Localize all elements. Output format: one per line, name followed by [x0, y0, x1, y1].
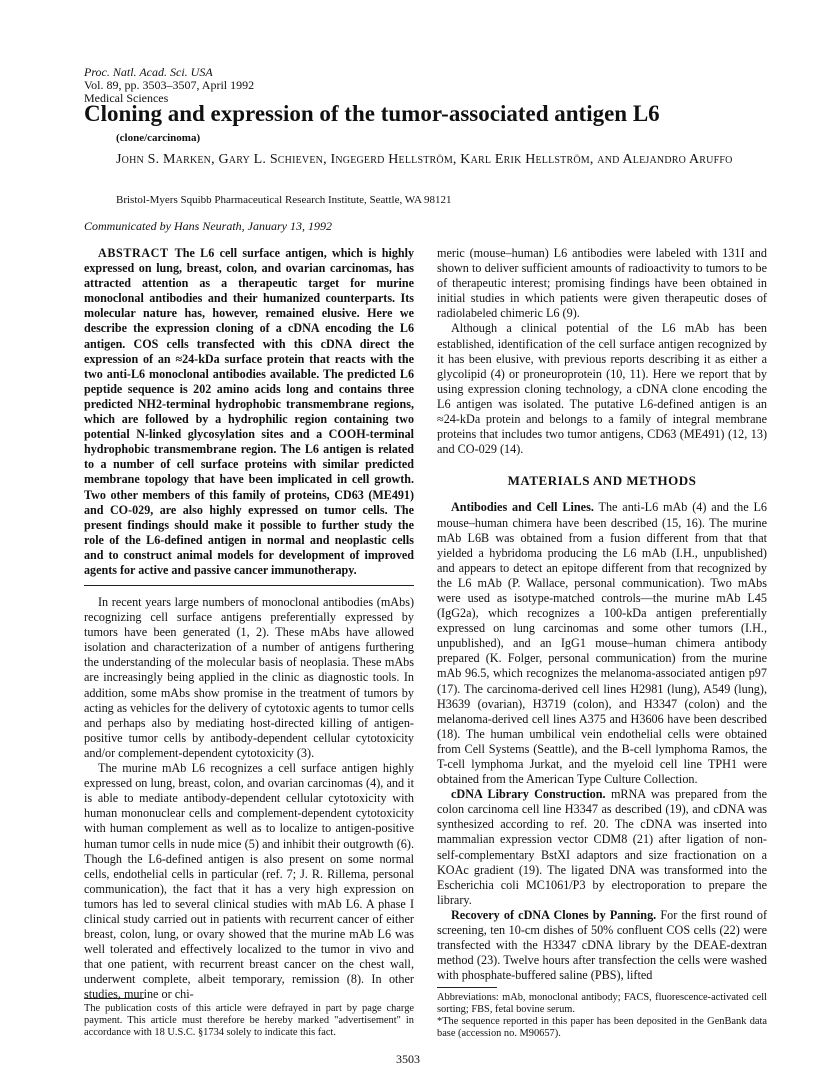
- section-heading-methods: MATERIALS AND METHODS: [507, 473, 697, 489]
- abstract-text: The L6 cell surface antigen, which is highly expressed on lung, breast, colon, and ovarian carcinomas, has attracted attention as a therapeutic target for murine monoclonal antibodies and their humanized counterparts. Its molecular nature has, however, remained elusive. Here we describe the expression cloning of a cDNA encoding the L6 antigen. COS cells transfected with this cDNA direct the expression of an ≈24-kDa surface protein that reacts with the two anti-L6 monoclonal antibodies available. The predicted L6 peptide sequence is 202 amino acids long and contains three predicted NH2-terminal hydrophobic transmembrane regions, which are followed by a hydrophilic region containing two potential N-linked glycosylation sites and a COOH-terminal hydrophobic transmembrane region. The L6 antigen is related to a number of cell surface proteins with similar predicted membrane topology that have been implicated in cell growth. Two other members of this family of proteins, CD63 (ME491) and CO-029, are also highly expressed on tumor cells. The present findings should make it possible to further study the role of the L6-defined antigen in normal and neoplastic cells and to construct animal models for development of improved agents for active and passive cancer immunotherapy.: [84, 246, 414, 577]
- subsection-head-antibodies: Antibodies and Cell Lines.: [451, 500, 594, 515]
- intro-paragraph-1: In recent years large numbers of monoclonal antibodies (mAbs) recognizing cell surface antigens preferentially expressed by tumors have been generated (1, 2). These mAbs have allowed isolation and characterization of a number of antigens furthering the understanding of the molecular basis of neoplasia. These mAbs are increasingly being applied in the clinic as diagnostic tools. In addition, some mAbs show promise in the treatment of tumors by acting as vehicles for the delivery of cytotoxic agents to tumor cells and perhaps also by mediating host-directed killing of antigen-positive tumor cells by antibody-dependent cellular cytotoxicity and/or complement-dependent cytotoxicity (3).: [84, 595, 414, 760]
- left-column-body: [84, 595, 414, 1003]
- footnote-right: [437, 992, 767, 1040]
- intro-paragraph-2: The murine mAb L6 recognizes a cell surface antigen highly expressed on lung, breast, colon, and ovarian carcinomas (4), and it is able to mediate antibody-dependent cellular cytotoxicity with human mononuclear cells and complement-dependent cytotoxicity with human complement as well as to localize to antigen-positive human tumor cells in nude mice (5) and inhibit their outgrowth (6). Though the L6-defined antigen is also present on some normal cells, endothelial cells in particular (ref. 7; J. R. Rillema, personal communication), the fact that it has a very high expression on tumors has led to several clinical studies with mAb L6. A phase I clinical study carried out in patients with recurrent cancer of either breast, colon, lung, or ovary showed that the murine mAb L6 was well tolerated and effectively localized to the tumor in vivo and that one patient, with recurrent breast cancer on the chest wall, underwent complete, albeit temporary, remission (8). In other studies, murine or chi-: [84, 761, 414, 1002]
- subsection-text-antibodies: The anti-L6 mAb (4) and the L6 mouse–human chimera have been described (15, 16). The murine mAb L6B was obtained from a fusion different from that that yielded a hybridoma producing the L6 mAb (I.H., unpublished) and appears to detect an epitope different from that recognized by the L6 mAb (P. Wallace, personal communication). Two mAbs were used as isotype-matched controls—the murine mAb L45 (IgG2a), which recognizes a 100-kDa antigen preferentially expressed on lung carcinomas and some other tumors (I.H., unpublished), and an IgG1 mouse–human chimera antibody prepared (K. Folger, personal communication) from the murine mAb 96.5, which recognizes the melanoma-associated antigen p97 (17). The carcinoma-derived cell lines H2981 (lung), A549 (lung), H3639 (ovarian), H3719 (colon), and H3347 (colon) and the melanoma-derived cell lines A375 and H3606 have been described (18). The human umbilical vein endothelial cells were obtained from Cell Systems (Seattle), and the B-cell lymphoma Ramos, the T-cell lymphoma Jurkat, and the myeloid cell line TPH1 were obtained from the American Type Culture Collection.: [437, 500, 767, 787]
- subsection-head-panning: Recovery of cDNA Clones by Panning.: [451, 907, 657, 922]
- journal-volume: Vol. 89, pp. 3503–3507, April 1992: [84, 78, 255, 92]
- subsection-head-library: cDNA Library Construction.: [451, 787, 606, 802]
- abstract-heading: ABSTRACT: [98, 246, 169, 260]
- footnote-publication-costs: The publication costs of this article were defrayed in part by page charge payment. This article must therefore be hereby marked "advertisement" in accordance with 18 U.S.C. §1734 solely to indicate this fact.: [84, 1003, 414, 1038]
- article-title: Cloning and expression of the tumor-associated antigen L6: [84, 101, 660, 126]
- page-number: 3503: [396, 1052, 420, 1066]
- subsection-text-library: mRNA was prepared from the colon carcinoma cell line H3347 as described (19), and cDNA was synthesized according to ref. 20. The cDNA was inserted into mammalian expression vector CDM8 (21) after ligation of non-self-complementary BstXI adaptors and size fractionation on a KOAc gradient (19). The ligated DNA was transformed into the Escherichia coli MC1061/P3 by electroporation to prepare the library.: [437, 787, 768, 907]
- abstract-divider: [84, 585, 414, 586]
- right-column-body: [437, 246, 767, 983]
- footnote-abbreviations: Abbreviations: mAb, monoclonal antibody; FACS, fluorescence-activated cell sorting; FBS, fetal bovine serum.: [437, 992, 767, 1015]
- journal-name: Proc. Natl. Acad. Sci. USA: [84, 65, 213, 79]
- footnote-divider-left: [84, 998, 144, 999]
- right-paragraph-1: meric (mouse–human) L6 antibodies were labeled with 131I and shown to deliver sufficient amounts of radioactivity to tumors to be of therapeutic interest; promising findings have been obtained in initial studies in which patients were given therapeutic doses of radiolabeled chimeric L6 (9).: [437, 246, 767, 321]
- keywords: (clone/carcinoma): [116, 132, 201, 144]
- journal-section: Medical Sciences: [84, 91, 169, 105]
- footnote-divider-right: [437, 987, 497, 988]
- footnote-sequence: *The sequence reported in this paper has been deposited in the GenBank data base (accession no. M90657).: [437, 1016, 767, 1039]
- subsection-text-panning: For the first round of screening, ten 10-cm dishes of 50% confluent COS cells (22) were transfected with the H3347 cDNA library by the DEAE-dextran method (23). Twelve hours after transfection the cells were washed with phosphate-buffered saline (PBS), lifted: [437, 907, 768, 983]
- communicated-by: Communicated by Hans Neurath, January 13, 1992: [84, 219, 332, 233]
- authors: John S. Marken, Gary L. Schieven, Ingegerd Hellström, Karl Erik Hellström, and Alejandro Aruffo: [116, 152, 733, 167]
- abstract: [84, 246, 414, 582]
- right-paragraph-2: Although a clinical potential of the L6 mAb has been established, identification of the cell surface antigen recognized by it has been elusive, with previous reports describing it as either a glycolipid (4) or proneuroprotein (10, 11). Here we report that by using expression cloning technology, a cDNA clone encoding the L6 antigen was isolated. The putative L6-defined antigen is an ≈24-kDa protein and belongs to a family of integral membrane proteins that includes two tumor antigens, CD63 (ME491) (12, 13) and CO-029 (14).: [437, 321, 767, 457]
- affiliation: Bristol-Myers Squibb Pharmaceutical Research Institute, Seattle, WA 98121: [116, 194, 452, 206]
